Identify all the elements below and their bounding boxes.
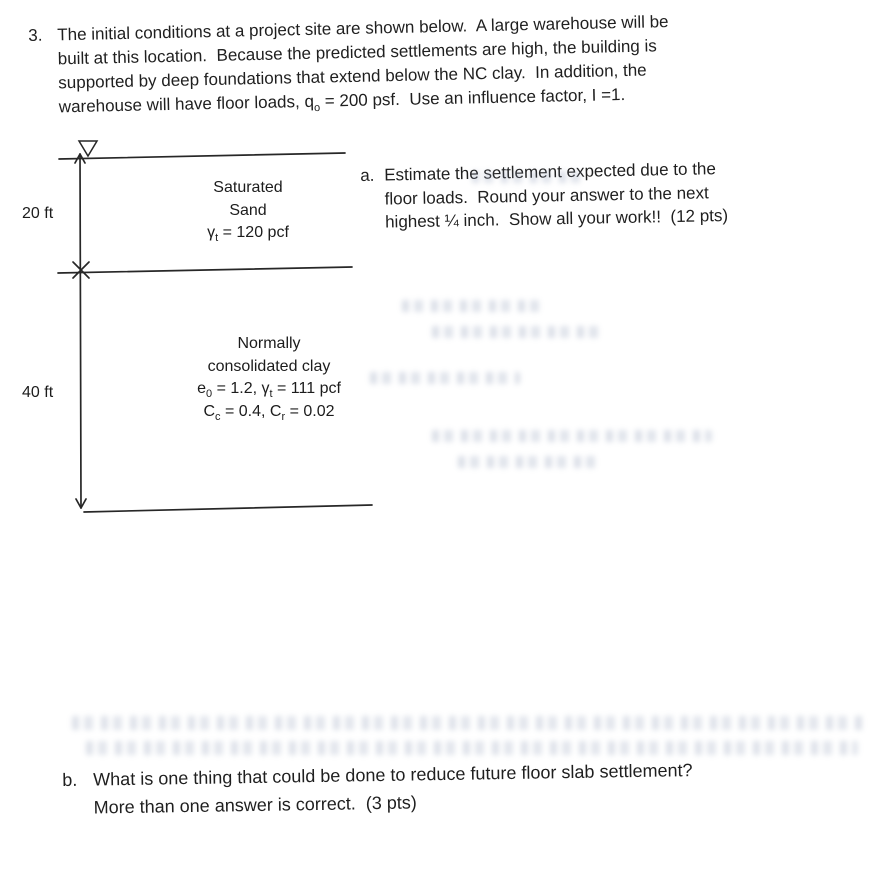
problem-line-1: The initial conditions at a project site are shown below. A large warehouse will be (57, 12, 669, 45)
problem-line-2: built at this location. Because the predicted settlements are high, the building is (57, 36, 657, 69)
clay-gamma: = 1.2, γ (212, 380, 270, 397)
sand-clay-boundary-line (58, 267, 352, 273)
clay-layer-text (160, 333, 378, 423)
q-subscript: o (313, 102, 321, 115)
scan-bleed-artifact (432, 430, 712, 442)
problem-line-4b: = 200 psf. Use an influence factor, I =1. (319, 84, 626, 111)
e0-symbol: e (197, 380, 206, 397)
water-table-icon (79, 141, 97, 156)
question-b (62, 753, 868, 822)
problem-line-4a: warehouse will have floor loads, q (58, 91, 315, 117)
ground-surface-line (59, 153, 345, 159)
question-a-line-1: Estimate the settlement expected due to the (384, 159, 717, 185)
problem-statement (28, 6, 836, 120)
cr-symbol: = 0.4, C (220, 402, 282, 420)
dimension-line (80, 154, 81, 508)
sand-line-2: Sand (229, 201, 267, 219)
clay-gamma-value: = 111 pcf (272, 380, 341, 397)
e0-subscript: 0 (206, 388, 213, 401)
sand-unit-weight (168, 222, 328, 245)
cr-value: = 0.02 (285, 402, 335, 420)
clay-props-2 (160, 401, 378, 424)
question-b-label: b. (62, 769, 78, 790)
clay-gamma-subscript: t (269, 388, 273, 401)
clay-props-1 (160, 378, 378, 401)
arrow-up-icon (75, 154, 85, 163)
clay-line-2: consolidated clay (207, 357, 331, 375)
scan-bleed-artifact (472, 171, 580, 183)
scan-bleed-artifact (458, 456, 598, 468)
clay-thickness-label: 40 ft (22, 384, 54, 401)
sand-line-1: Saturated (213, 179, 283, 196)
sand-thickness-label: 20 ft (22, 205, 54, 222)
question-a-line-3: highest ¼ inch. Show all your work!! (12 pts) (384, 205, 729, 232)
boundary-cross-icon (73, 262, 89, 278)
problem-line-3: supported by deep foundations that extend below the NC clay. In addition, the (58, 60, 647, 93)
question-a-text (384, 157, 728, 234)
clay-bottom-line (84, 505, 372, 512)
arrow-down-icon (76, 499, 86, 508)
question-b-text (93, 756, 693, 821)
gamma-symbol: γ (207, 224, 216, 241)
problem-text (57, 10, 670, 119)
question-b-line-2: More than one answer is correct. (3 pts) (93, 792, 417, 818)
sand-layer-text (168, 177, 328, 245)
scan-bleed-artifact (86, 741, 858, 755)
gamma-value: = 120 pcf (218, 224, 289, 241)
scan-bleed-artifact (432, 326, 600, 338)
question-a-label: a. (360, 165, 375, 185)
scan-bleed-artifact (370, 372, 520, 384)
problem-number: 3. (28, 25, 43, 45)
question-b-line-1: What is one thing that could be done to reduce future floor slab settlement? (93, 760, 693, 790)
gamma-subscript: t (215, 232, 219, 245)
clay-line-1: Normally (237, 335, 301, 352)
cc-subscript: c (215, 410, 221, 423)
scan-bleed-artifact (72, 716, 864, 730)
question-a-line-2: floor loads. Round your answer to the next (384, 182, 709, 209)
question-a (360, 155, 806, 234)
cc-symbol: C (203, 402, 216, 420)
scan-bleed-artifact (402, 300, 542, 312)
cr-subscript: r (281, 410, 286, 423)
